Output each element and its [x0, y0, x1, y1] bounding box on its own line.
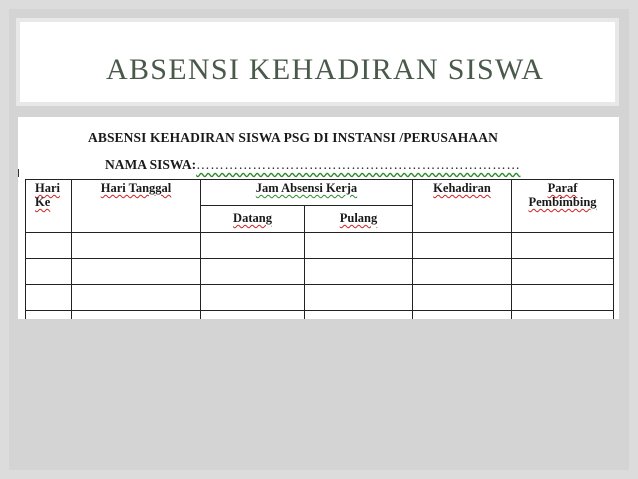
table-cell [26, 311, 72, 320]
table-cell [201, 311, 305, 320]
attendance-table [25, 179, 614, 319]
table-cell [72, 259, 201, 285]
table-cell [305, 285, 413, 311]
title-placeholder[interactable] [16, 18, 619, 106]
margin-marker [18, 169, 22, 177]
table-cell [201, 285, 305, 311]
table-cell [201, 233, 305, 259]
table-cell [72, 311, 201, 320]
slide-title: ABSENSI KEHADIRAN SISWA [106, 53, 545, 86]
header-jam-absensi: Jam Absensi Kerja [201, 180, 413, 206]
table-cell [201, 259, 305, 285]
table-cell [413, 311, 512, 320]
table-cell [72, 285, 201, 311]
table-cell [26, 285, 72, 311]
header-pulang: Pulang [305, 206, 413, 233]
document-image[interactable] [18, 117, 619, 319]
table-cell [305, 259, 413, 285]
table-cell [413, 285, 512, 311]
table-cell [26, 259, 72, 285]
table-row [26, 233, 614, 259]
table-cell [72, 233, 201, 259]
header-paraf-pembimbing: Paraf Pembimbing [512, 180, 614, 233]
table-cell [512, 233, 614, 259]
table-cell [413, 233, 512, 259]
header-hari-ke: Hari Ke [26, 180, 72, 233]
table-cell [305, 233, 413, 259]
header-datang: Datang [201, 206, 305, 233]
table-cell [26, 233, 72, 259]
table-cell [512, 259, 614, 285]
header-kehadiran: Kehadiran [413, 180, 512, 233]
student-name-blank: …………………………………………………………… [196, 157, 521, 172]
table-cell [512, 311, 614, 320]
table-cell [512, 285, 614, 311]
document-heading: ABSENSI KEHADIRAN SISWA PSG DI INSTANSI /PERUSAHAAN [88, 130, 498, 145]
table-header-row [26, 180, 614, 206]
student-name-label: NAMA SISWA: [105, 157, 197, 172]
table-row [26, 285, 614, 311]
table-cell [305, 311, 413, 320]
table-cell [413, 259, 512, 285]
student-name-line [105, 157, 520, 173]
table-row [26, 311, 614, 320]
header-hari-tanggal: Hari Tanggal [72, 180, 201, 233]
table-row [26, 259, 614, 285]
